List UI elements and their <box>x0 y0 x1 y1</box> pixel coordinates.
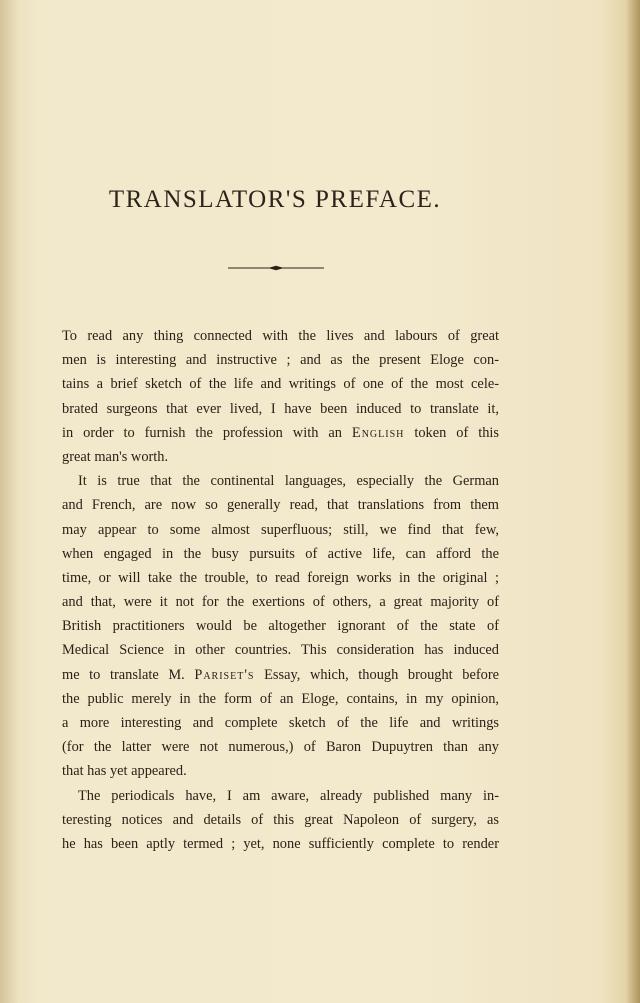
text-run: To read any thing connected with the lives and labours of great <box>62 328 499 344</box>
text-line <box>62 469 499 493</box>
text-run: brated surgeons that ever lived, I have been induced to translate it, <box>62 400 499 417</box>
page-title: TRANSLATOR'S PREFACE. <box>108 186 442 213</box>
text-line <box>62 735 499 759</box>
small-caps-text: Pariset's <box>194 666 255 683</box>
text-run: great man's worth. <box>62 448 169 465</box>
text-line <box>62 518 499 542</box>
text-line <box>62 348 499 372</box>
text-line <box>62 784 499 808</box>
text-run: The periodicals have, I am aware, already published many in- <box>78 787 499 804</box>
text-line <box>62 372 499 396</box>
text-run: token of this <box>404 424 500 441</box>
text-line <box>62 421 499 445</box>
text-run: he has been aptly termed ; yet, none sufficiently complete to render <box>62 835 499 852</box>
text-line <box>62 614 499 638</box>
page-left-edge <box>0 0 18 1003</box>
text-line <box>62 566 499 590</box>
small-caps-text: English <box>351 424 405 441</box>
text-line <box>62 397 499 421</box>
text-line <box>62 808 499 832</box>
text-run: when engaged in the busy pursuits of active life, can afford the <box>62 545 499 562</box>
text-line <box>62 759 499 783</box>
text-run: the public merely in the form of an Eloge, contains, in my opinion, <box>62 690 499 707</box>
text-run: that has yet appeared. <box>62 763 187 780</box>
text-run: British practitioners would be altogether ignorant of the state of <box>62 618 499 635</box>
text-line <box>62 542 499 566</box>
text-run: may appear to some almost superfluous; still, we find that few, <box>62 521 499 538</box>
text-line <box>62 663 499 687</box>
text-run: Medical Science in other countries. This consideration has induced <box>62 642 499 659</box>
text-run: men is interesting and instructive ; and as the present Eloge con- <box>62 352 499 369</box>
text-line <box>62 590 499 614</box>
text-run: It is true that the continental languages, especially the German <box>78 473 499 490</box>
text-run: tains a brief sketch of the life and writings of one of the most cele- <box>62 376 499 393</box>
page-gutter-shadow <box>626 0 640 1003</box>
text-line <box>62 687 499 711</box>
text-run: and French, are now so generally read, that translations from them <box>62 497 499 514</box>
text-run: and that, were it not for the exertions of others, a great majority of <box>62 594 499 611</box>
text-run: teresting notices and details of this great Napoleon of surgery, as <box>62 811 499 828</box>
text-line <box>62 832 499 856</box>
text-line <box>62 711 499 735</box>
preface-body <box>62 324 499 856</box>
text-line <box>62 638 499 662</box>
text-line <box>62 445 499 469</box>
text-run: Essay, which, though brought before <box>254 666 499 683</box>
text-run: a more interesting and complete sketch of the life and writings <box>62 715 499 731</box>
text-run: (for the latter were not numerous,) of Baron Dupuytren than any <box>62 739 499 756</box>
text-run: time, or will take the trouble, to read foreign works in the original ; <box>62 569 499 586</box>
title-rule-ornament <box>228 265 324 271</box>
text-line <box>62 493 499 517</box>
text-run: me to translate M. <box>62 666 195 683</box>
text-line <box>62 324 499 348</box>
text-run: in order to furnish the profession with an <box>62 424 352 441</box>
